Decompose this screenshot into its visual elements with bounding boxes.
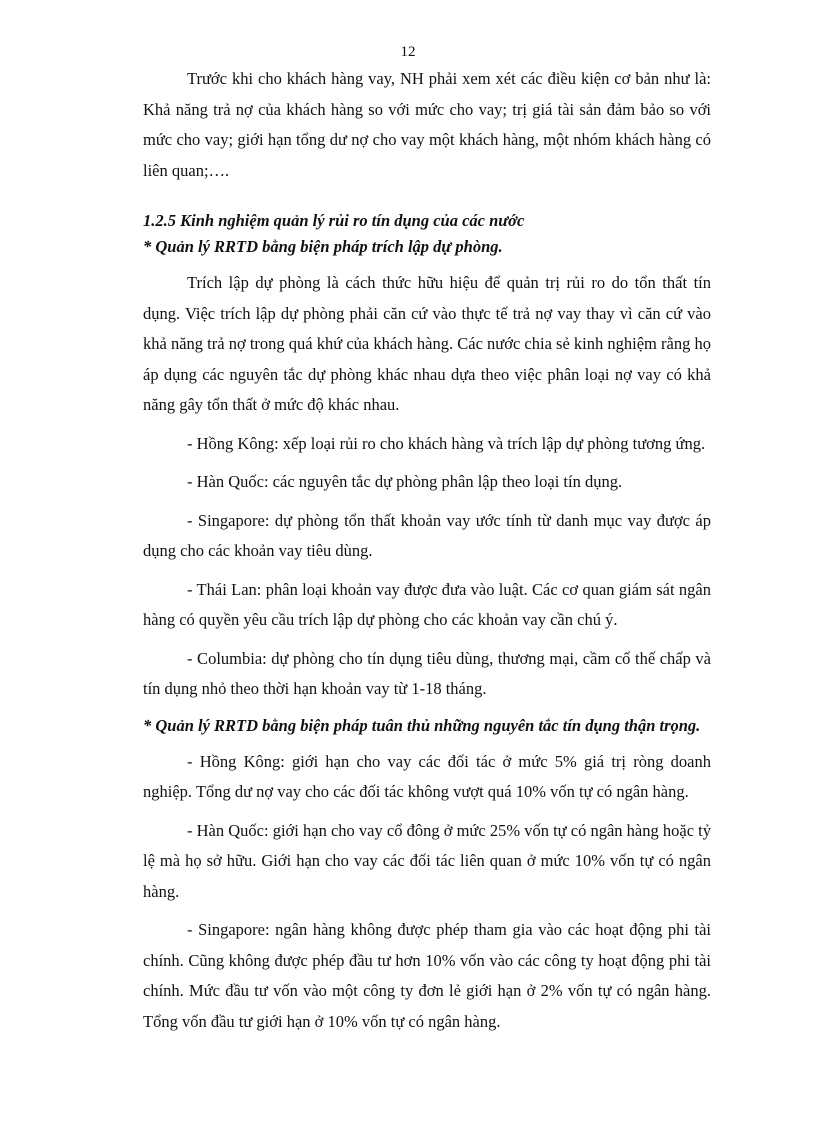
provision-hongkong-item: - Hồng Kông: xếp loại rủi ro cho khách hàng và trích lập dự phòng tương ứng.: [187, 433, 706, 453]
page-body: [143, 64, 711, 1037]
prudent-singapore-item: - Singapore: ngân hàng không được phép tham gia vào các hoạt động phi tài chính. Cũng không được phép đầu tư hơn 10% vốn vào các công ty hoạt động phi tài chính. Mức đầu tư vốn vào một công ty đơn lẻ giới hạn ở 2% vốn tự có ngân hàng. Tổng vốn đầu tư giới hạn ở 10% vốn tự có ngân hàng.: [143, 920, 711, 1031]
page-number: 12: [400, 44, 416, 60]
intro-paragraph: Trước khi cho khách hàng vay, NH phải xem xét các điều kiện cơ bản như là: Khả năng trả nợ của khách hàng so với mức cho vay; trị giá tài sản đảm bảo so với mức cho vay; giới hạn tổng dư nợ cho vay một khách hàng, một nhóm khách hàng có liên quan;….: [143, 69, 711, 180]
provision-singapore-item: - Singapore: dự phòng tổn thất khoản vay ước tính từ danh mục vay được áp dụng cho các khoản vay tiêu dùng.: [143, 510, 711, 560]
provision-korea-item: - Hàn Quốc: các nguyên tắc dự phòng phân lập theo loại tín dụng.: [187, 472, 623, 491]
provision-intro-paragraph: Trích lập dự phòng là cách thức hữu hiệu để quản trị rủi ro do tổn thất tín dụng. Việc trích lập dự phòng phải căn cứ vào thực tế trả nợ vay thay vì căn cứ vào khả năng trả nợ trong quá khứ của khách hàng. Các nước chia sẻ kinh nghiệm rằng họ áp dụng các nguyên tắc dự phòng khác nhau dựa theo việc phân loại nợ vay có khả năng gây tổn thất ở mức độ khác nhau.: [143, 273, 711, 414]
provision-thailand-item: - Thái Lan: phân loại khoản vay được đưa vào luật. Các cơ quan giám sát ngân hàng có quyền yêu cầu trích lập dự phòng cho các khoản vay cần chú ý.: [143, 579, 711, 629]
provision-columbia-item: - Columbia: dự phòng cho tín dụng tiêu dùng, thương mại, cầm cố thế chấp và tín dụng nhỏ theo thời hạn khoản vay từ 1-18 tháng.: [143, 648, 711, 698]
sub-heading-provision: * Quản lý RRTD bằng biện pháp trích lập dự phòng.: [143, 237, 503, 256]
sub-heading-prudent: * Quản lý RRTD bằng biện pháp tuân thủ những nguyên tắc tín dụng thận trọng.: [143, 715, 701, 735]
section-heading: 1.2.5 Kinh nghiệm quản lý rủi ro tín dụng của các nước: [143, 211, 525, 230]
prudent-korea-item: - Hàn Quốc: giới hạn cho vay cổ đông ở mức 25% vốn tự có ngân hàng hoặc tỷ lệ mà họ sở hữu. Giới hạn cho vay các đối tác liên quan ở mức 10% vốn tự có ngân hàng.: [143, 820, 711, 901]
prudent-hongkong-item: - Hồng Kông: giới hạn cho vay các đối tác ở mức 5% giá trị ròng doanh nghiệp. Tổng dư nợ vay cho các đối tác không vượt quá 10% vốn tự có ngân hàng.: [143, 751, 711, 801]
